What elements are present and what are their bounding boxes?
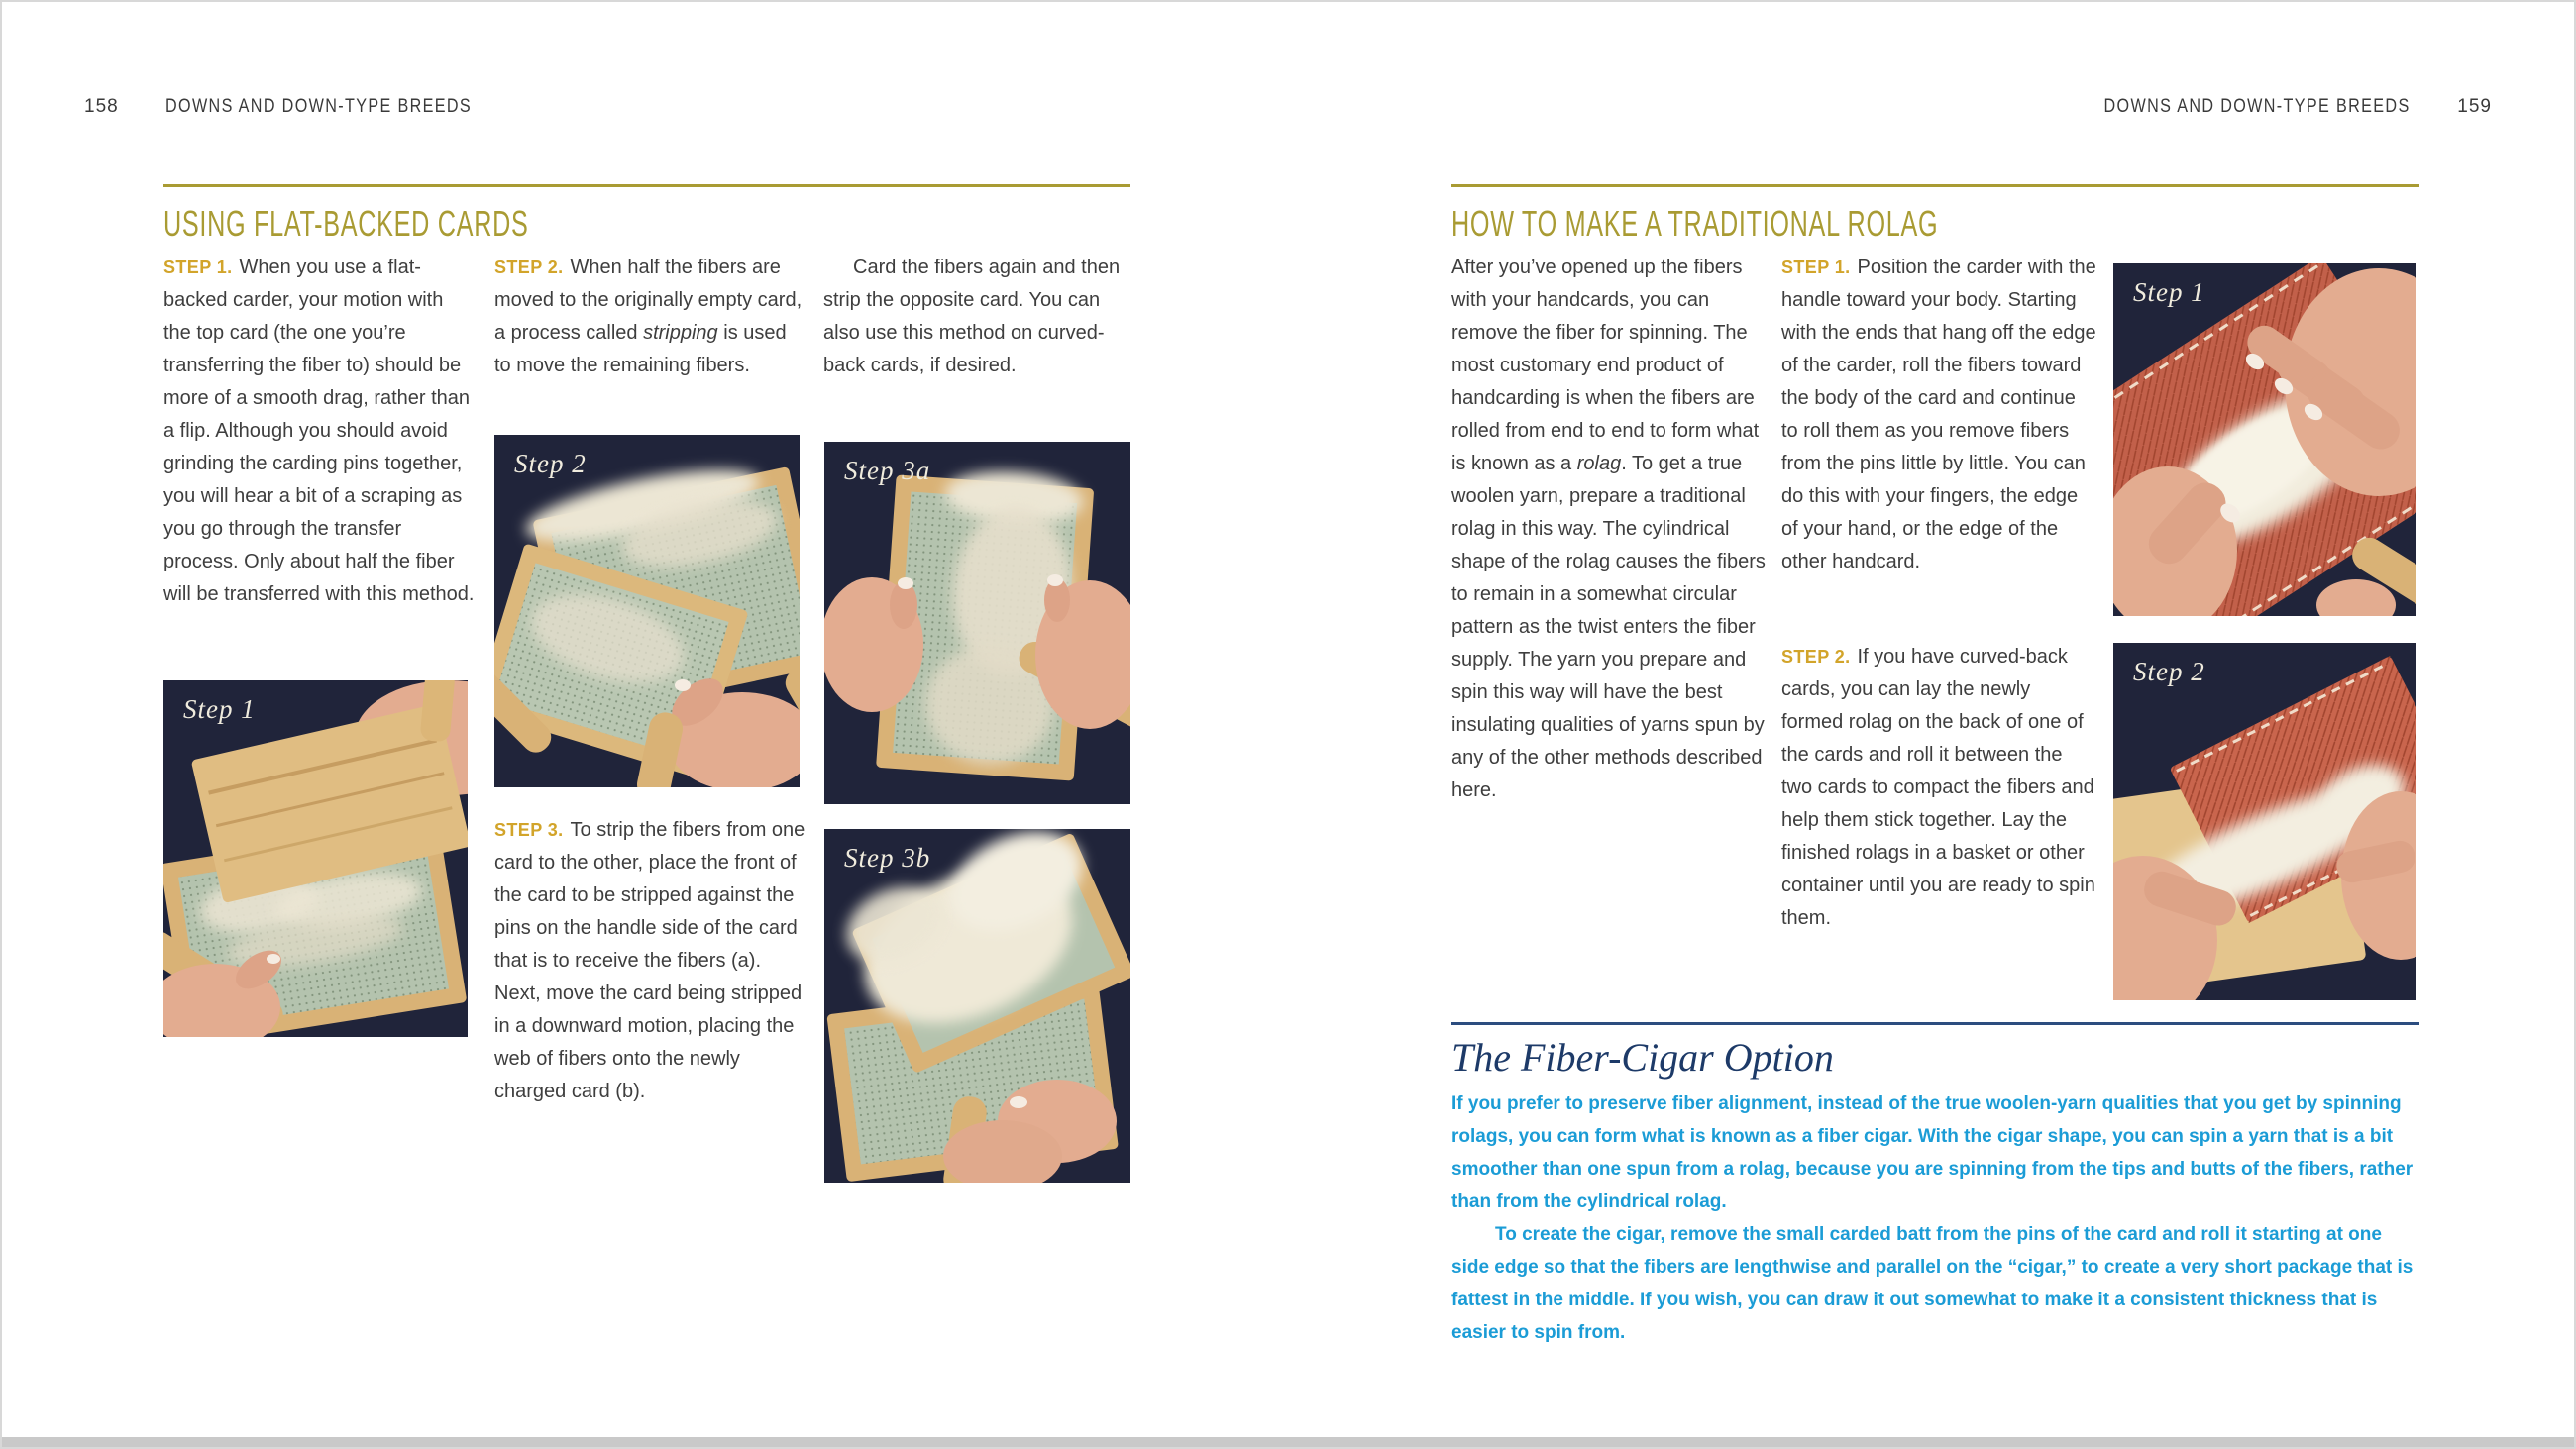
photo-left-step2-caption: Step 2 [514, 449, 587, 478]
photo-left-step3b-caption: Step 3b [844, 843, 931, 873]
photo-left-step1 [163, 680, 468, 1037]
step2-italic-term: stripping [643, 322, 718, 344]
sidebar-paragraph-1: If you prefer to preserve fiber alignment, instead of the true woolen-yarn qualities that you get by spinning rolags, you can form what is known as a fiber cigar. With the cigar shape, you can spin a yarn that is a bit smoother than one spun from a rolag, because you are spinning from the tips and butts of the fibers, rather than from the cylindrical rolag. [1451, 1093, 2414, 1212]
rolag-step1-text: Position the carder with the handle toward your body. Starting with the ends that hang off the edge of the carder, roll the fibers toward the body of the card and continue to roll them as you remove fibers from the pins little by little. You can do this with your fingers, the edge of your hand, or the edge of the other handcard. [1781, 257, 2096, 572]
photo-right-step2-caption: Step 2 [2133, 657, 2205, 686]
photo-left-step3b-art [824, 829, 1130, 1183]
right-col1-intro [1451, 252, 1767, 807]
step1-label: STEP 1. [163, 258, 233, 277]
photo-left-step1-art [163, 680, 468, 1037]
step1-text: When you use a flat-backed carder, your motion with the top card (the one you’re transferring the fiber to) should be more of a smooth drag, rather than a flip. Although you should avoid grinding the carding pins together, you will hear a bit of a scraping as you go through the transfer process. Only about half the fiber will be transferred with this method. [163, 257, 475, 605]
photo-right-step1-art [2113, 263, 2416, 616]
rolag-intro-post: . To get a true woolen yarn, prepare a traditional rolag in this way. The cylindrical shape of the rolag causes the fibers to remain in a somewhat circular pattern as the twist enters the fiber supply. The yarn you prepare and spin this way will have the best insulating qualities of yarns spun by any of the other methods described here. [1451, 453, 1766, 801]
sidebar-body [1451, 1087, 2419, 1349]
sidebar-title: The Fiber-Cigar Option [1451, 1035, 1834, 1080]
window-bottom-edge [2, 1437, 2574, 1447]
photo-left-step2-art [494, 435, 800, 787]
sidebar-rule [1451, 1022, 2419, 1025]
right-col2-step1 [1781, 252, 2096, 578]
sidebar-paragraph-2: To create the cigar, remove the small carded batt from the pins of the card and roll it starting at one side edge so that the fibers are lengthwise and parallel on the “cigar,” to create a very short package that is fattest in the middle. If you wish, you can draw it out somewhat to make it a consistent thickness that is easier to spin from. [1451, 1224, 2414, 1343]
photo-right-step1-caption: Step 1 [2133, 277, 2205, 307]
left-col1-step1 [163, 252, 475, 611]
step2-text-pre: When half the fibers are moved to the originally empty card, a process called [494, 257, 803, 344]
photo-left-step3a-art [824, 442, 1130, 804]
left-col3-paragraph [823, 252, 1134, 382]
rolag-step2-label: STEP 2. [1781, 647, 1851, 667]
step3-text: To strip the fibers from one card to the other, place the front of the card to be stripped against the pins on the handle side of the card that is to receive the fibers (a). Next, move the card being stripped in a downward motion, placing the web of fibers onto the newly charged card (b). [494, 819, 805, 1102]
rolag-step2-text: If you have curved-back cards, you can lay the newly formed rolag on the back of one of the cards and roll it between the two cards to compact the fibers and help them stick together. Lay the finished rolags in a basket or other container until you are ready to spin them. [1781, 646, 2095, 929]
left-col2-step2 [494, 252, 805, 382]
card-again-text: Card the fibers again and then strip the opposite card. You can also use this method on curved-back cards, if desired. [823, 257, 1121, 376]
rolag-intro-pre: After you’ve opened up the fibers with your handcards, you can remove the fiber for spinning. The most customary end product of handcarding is when the fibers are rolled from end to end to form what is known as a [1451, 257, 1760, 474]
rolag-step1-label: STEP 1. [1781, 258, 1851, 277]
left-section-title: USING FLAT-BACKED CARDS [163, 203, 529, 244]
left-running-head: DOWNS AND DOWN-TYPE BREEDS [165, 96, 473, 117]
step2-text-post: is used to move the remaining fibers. [494, 322, 787, 376]
photo-right-step1 [2113, 263, 2416, 616]
step3-label: STEP 3. [494, 820, 564, 840]
photo-left-step3a [824, 442, 1130, 804]
rolag-italic-term: rolag [1576, 453, 1622, 474]
step2-label: STEP 2. [494, 258, 564, 277]
photo-right-step2-art [2113, 643, 2416, 1000]
right-page-number: 159 [2457, 96, 2492, 117]
left-col2-step3 [494, 814, 805, 1108]
right-section-rule [1451, 184, 2419, 187]
photo-left-step3b [824, 829, 1130, 1183]
right-col2-step2 [1781, 641, 2096, 935]
right-running-head: DOWNS AND DOWN-TYPE BREEDS [2103, 96, 2411, 117]
left-section-rule [163, 184, 1130, 187]
photo-left-step2 [494, 435, 800, 787]
photo-left-step1-caption: Step 1 [183, 694, 256, 724]
left-page-number: 158 [84, 96, 119, 117]
photo-left-step3a-caption: Step 3a [844, 456, 931, 485]
right-section-title: HOW TO MAKE A TRADITIONAL ROLAG [1451, 203, 1939, 244]
photo-right-step2 [2113, 643, 2416, 1000]
